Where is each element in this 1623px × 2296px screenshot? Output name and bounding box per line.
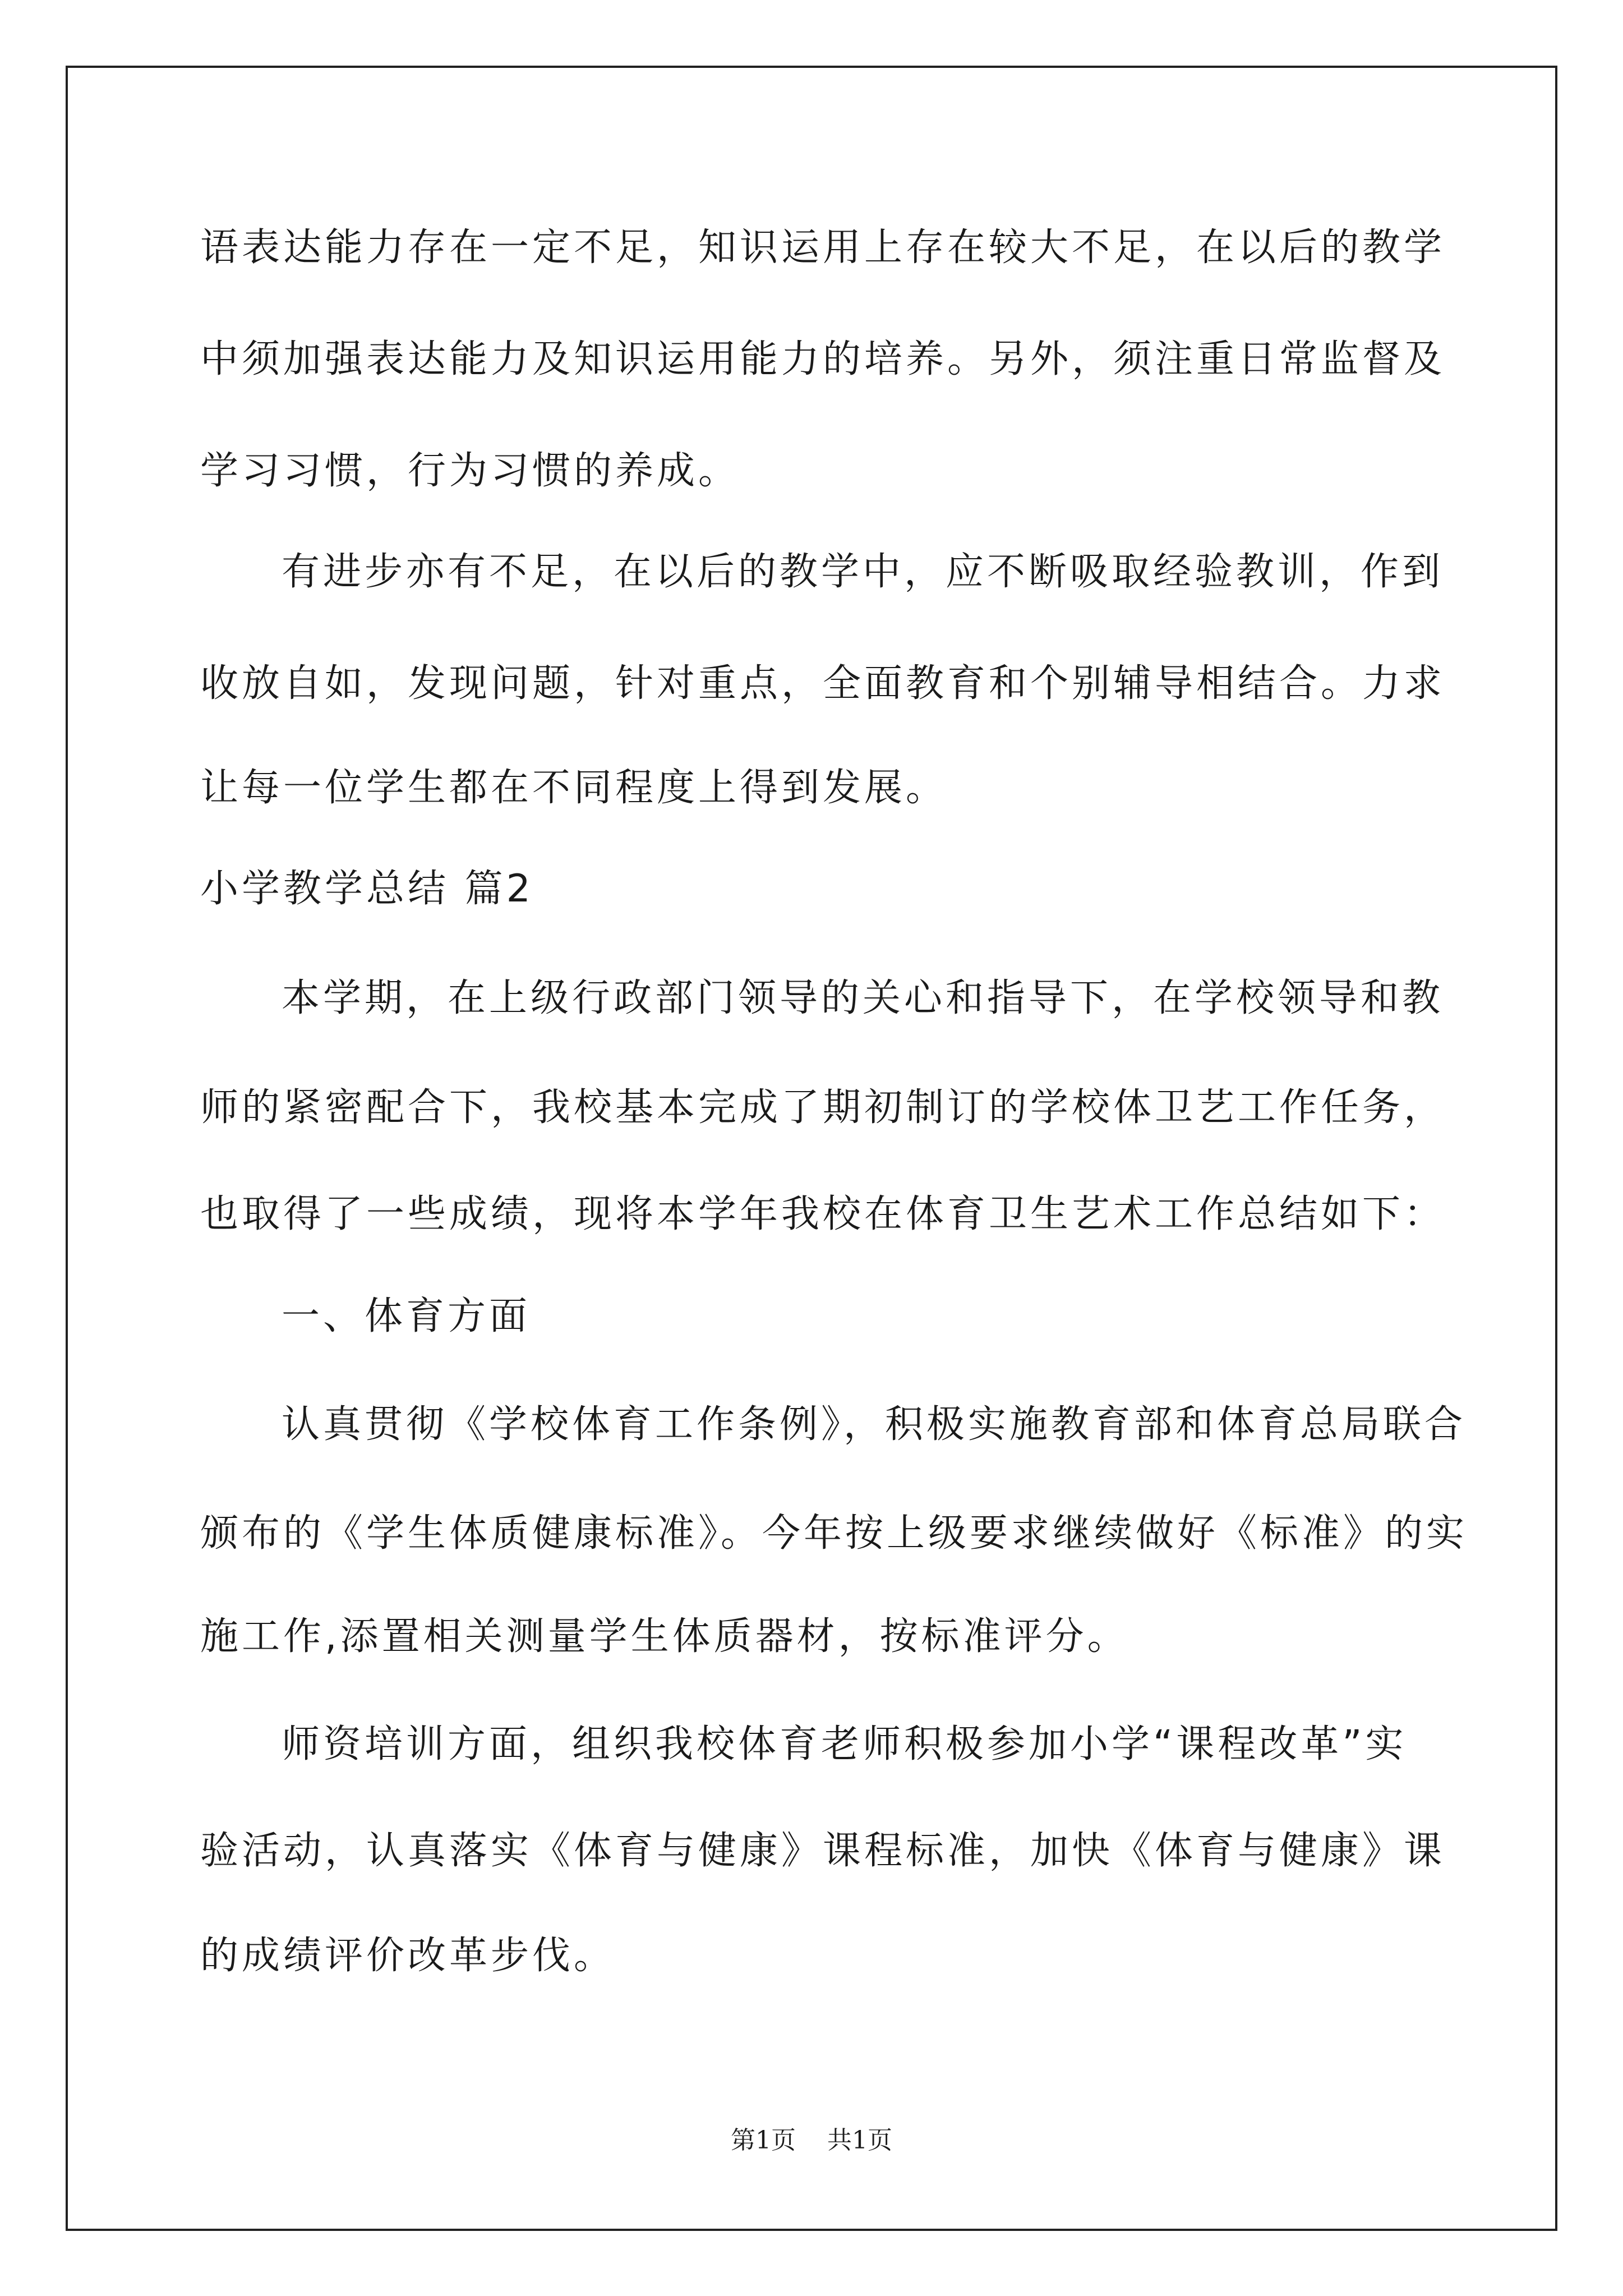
page-footer <box>0 2125 1623 2156</box>
paragraph-line: 学习习惯，行为习惯的养成。 <box>200 449 740 493</box>
paragraph-line: 的成绩评价改革步伐。 <box>200 1934 616 1978</box>
paragraph-line: 收放自如，发现问题，针对重点，全面教育和个别辅导相结合。力求 <box>200 661 1446 706</box>
page-total: 共1页 <box>827 2126 892 2155</box>
paragraph-line: 验活动，认真落实《体育与健康》课程标准，加快《体育与健康》课 <box>200 1829 1446 1873</box>
page-number: 第1页 <box>731 2126 796 2155</box>
paragraph-line: 也取得了一些成绩，现将本学年我校在体育卫生艺术工作总结如下： <box>200 1192 1446 1236</box>
paragraph-line: 认真贯彻《学校体育工作条例》，积极实施教育部和体育总局联合 <box>282 1402 1467 1447</box>
paragraph-line: 有进步亦有不足，在以后的教学中，应不断吸取经验教训，作到 <box>282 550 1444 594</box>
paragraph-line: 师的紧密配合下，我校基本完成了期初制订的学校体卫艺工作任务， <box>200 1085 1446 1130</box>
paragraph-line: 让每一位学生都在不同程度上得到发展。 <box>200 766 948 810</box>
paragraph-line: 师资培训方面，组织我校体育老师积极参加小学“课程改革”实 <box>282 1722 1407 1766</box>
paragraph-line: 施工作,添置相关测量学生体质器材，按标准评分。 <box>200 1614 1129 1659</box>
section-heading: 小学教学总结 篇2 <box>200 867 534 911</box>
subsection-heading: 一、体育方面 <box>282 1294 531 1338</box>
page-border <box>66 66 1557 2231</box>
paragraph-line: 本学期，在上级行政部门领导的关心和指导下，在学校领导和教 <box>282 976 1444 1020</box>
paragraph-line: 语表达能力存在一定不足，知识运用上存在较大不足，在以后的教学 <box>200 226 1446 270</box>
paragraph-line: 中须加强表达能力及知识运用能力的培养。另外，须注重日常监督及 <box>200 337 1446 381</box>
paragraph-line: 颁布的《学生体质健康标准》。今年按上级要求继续做好《标准》的实 <box>200 1511 1468 1556</box>
